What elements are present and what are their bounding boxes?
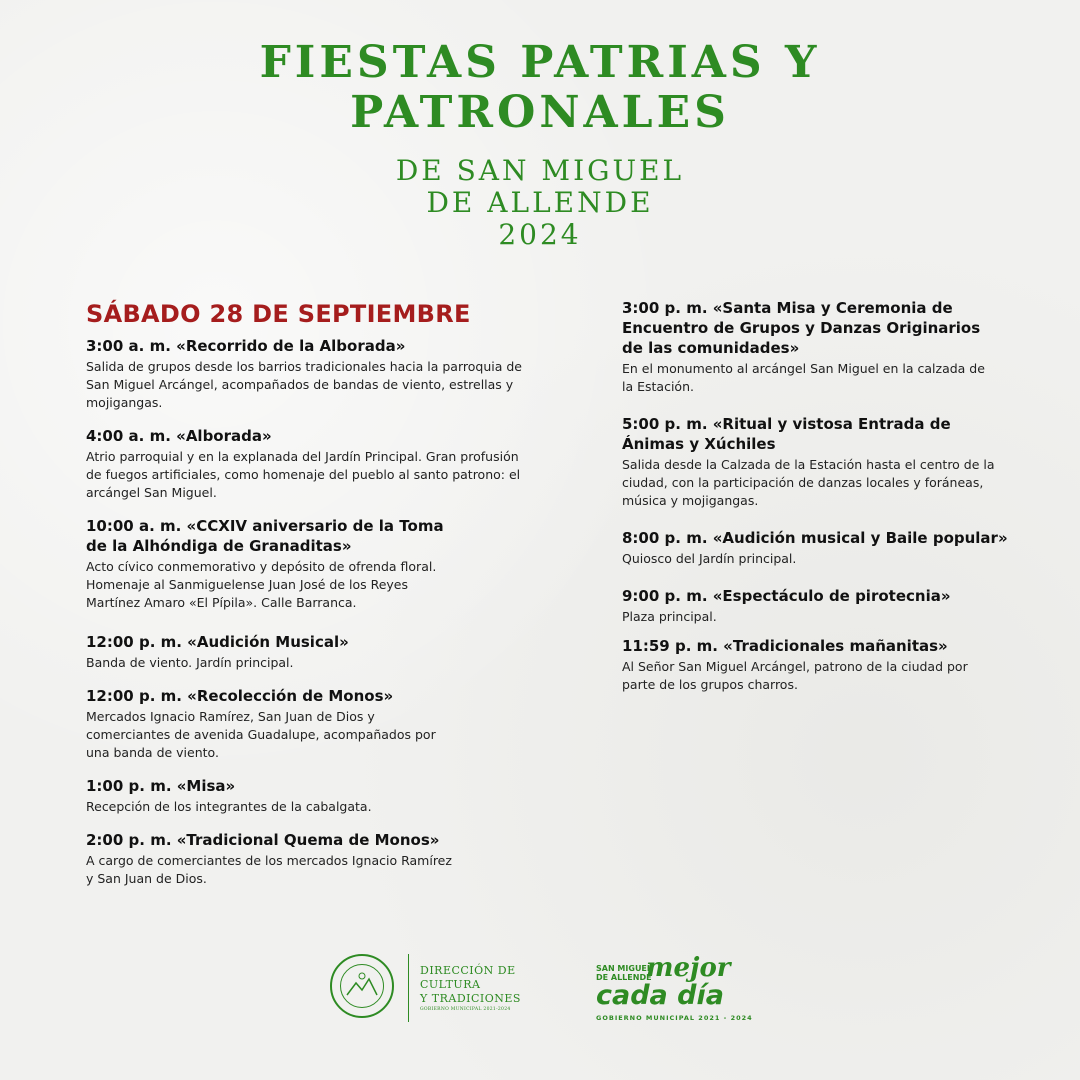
title-line-2: PATRONALES <box>350 87 730 138</box>
event-title: 8:00 p. m. «Audición musical y Baile popular» <box>622 529 1008 547</box>
right-column <box>622 298 1042 712</box>
brand-city-line-1: SAN MIGUEL <box>596 964 652 973</box>
left-column <box>86 298 536 902</box>
culture-department-logo <box>420 964 521 1014</box>
event-item <box>622 528 1042 568</box>
event-desc: A cargo de comerciantes de los mercados Ignacio Ramírez y San Juan de Dios. <box>86 853 452 886</box>
event-title: 9:00 p. m. «Espectáculo de pirotecnia» <box>622 587 951 605</box>
title-line-1: FIESTAS PATRIAS Y <box>259 37 821 88</box>
event-item <box>86 686 456 762</box>
brand-cada-dia: cada día <box>596 980 724 1011</box>
event-item <box>622 414 997 510</box>
event-desc: En el monumento al arcángel San Miguel en la calzada de la Estación. <box>622 361 985 394</box>
event-title: 1:00 p. m. «Misa» <box>86 777 236 795</box>
event-item <box>86 516 456 612</box>
event-desc: Acto cívico conmemorativo y depósito de ofrenda floral. Homenaje al Sanmiguelense Juan José de los Reyes Martínez Amaro «El Pípila». Calle Barranca. <box>86 559 437 610</box>
footer-logos <box>0 952 1080 1032</box>
event-item <box>86 336 536 412</box>
mountain-icon <box>341 965 383 1007</box>
logo-divider <box>408 954 409 1022</box>
event-desc: Atrio parroquial y en la explanada del Jardín Principal. Gran profusión de fuegos artificiales, como homenaje del pueblo al santo patrono: el arcángel San Miguel. <box>86 449 521 500</box>
culture-sub: GOBIERNO MUNICIPAL 2021-2024 <box>420 1007 511 1012</box>
event-item <box>86 776 536 816</box>
event-title: 2:00 p. m. «Tradicional Quema de Monos» <box>86 831 440 849</box>
subtitle-line-2: DE ALLENDE <box>426 186 654 219</box>
main-title <box>0 38 1080 138</box>
brand-mejor: mejor <box>646 953 731 983</box>
subtitle-year: 2024 <box>498 218 582 251</box>
event-item <box>86 830 456 888</box>
event-desc: Banda de viento. Jardín principal. <box>86 655 294 670</box>
event-title: 11:59 p. m. «Tradicionales mañanitas» <box>622 637 948 655</box>
event-title: 12:00 p. m. «Audición Musical» <box>86 633 349 651</box>
municipal-brand-logo <box>596 953 766 1028</box>
culture-line-2: CULTURA <box>420 978 481 991</box>
event-desc: Salida de grupos desde los barrios tradicionales hacia la parroquia de San Miguel Arcángel, acompañados de bandas de viento, estrellas y mojigangas. <box>86 359 522 410</box>
subtitle-line-1: DE SAN MIGUEL <box>395 154 685 187</box>
event-desc: Salida desde la Calzada de la Estación hasta el centro de la ciudad, con la participación de danzas locales y foráneas, música y mojigangas. <box>622 457 995 508</box>
event-title: 12:00 p. m. «Recolección de Monos» <box>86 687 394 705</box>
event-desc: Plaza principal. <box>622 609 717 624</box>
event-item <box>622 298 992 396</box>
event-title: 4:00 a. m. «Alborada» <box>86 427 272 445</box>
subtitle <box>0 155 1080 251</box>
event-desc: Mercados Ignacio Ramírez, San Juan de Dios y comerciantes de avenida Guadalupe, acompañados por una banda de viento. <box>86 709 436 760</box>
event-desc: Al Señor San Miguel Arcángel, patrono de la ciudad por parte de los grupos charros. <box>622 659 968 692</box>
event-item <box>622 636 992 694</box>
event-title: 3:00 p. m. «Santa Misa y Ceremonia de Encuentro de Grupos y Danzas Originarios de las comunidades» <box>622 299 981 357</box>
event-item <box>86 632 536 672</box>
event-desc: Quiosco del Jardín principal. <box>622 551 797 566</box>
event-title: 10:00 a. m. «CCXIV aniversario de la Toma de la Alhóndiga de Granaditas» <box>86 517 444 555</box>
seal-inner-ring <box>340 964 384 1008</box>
event-title: 3:00 a. m. «Recorrido de la Alborada» <box>86 337 406 355</box>
culture-line-3: Y TRADICIONES <box>420 992 521 1005</box>
event-item <box>86 426 536 502</box>
culture-line-1: DIRECCIÓN DE <box>420 964 516 977</box>
day-heading: SÁBADO 28 DE SEPTIEMBRE <box>86 300 471 328</box>
brand-city-line-2: DE ALLENDE <box>596 973 652 982</box>
event-item <box>622 586 1042 626</box>
event-title: 5:00 p. m. «Ritual y vistosa Entrada de Ánimas y Xúchiles <box>622 415 951 453</box>
event-desc: Recepción de los integrantes de la cabalgata. <box>86 799 372 814</box>
brand-government: GOBIERNO MUNICIPAL 2021 - 2024 <box>596 1014 753 1022</box>
culture-seal-icon <box>330 954 394 1018</box>
